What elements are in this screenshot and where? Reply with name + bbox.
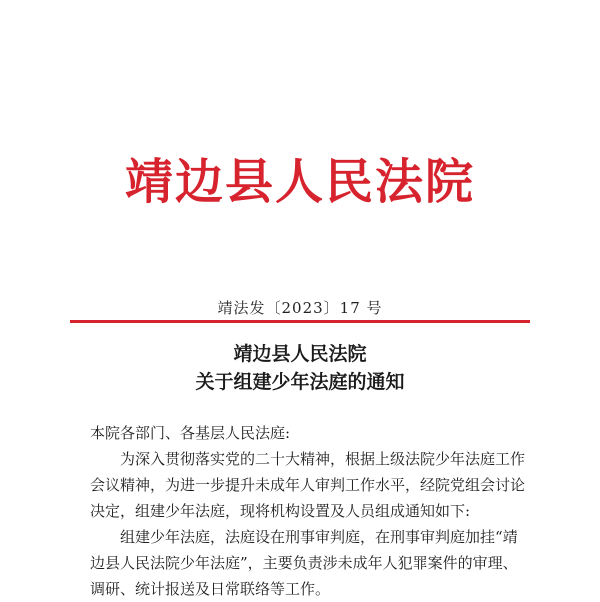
body-paragraph-1: 为深入贯彻落实党的二十大精神，根据上级法院少年法庭工作会议精神，为进一步提升未成年人审判工作水平，经院党组会讨论决定，组建少年法庭，现将机构设置及人员组成通知如下: — [90, 450, 526, 520]
body-paragraph-2: 组建少年法庭，法庭设在刑事审判庭，在刑事审判庭加挂“靖边县人民法院少年法庭”，主要负责涉未成年人犯罪案件的审理、调研、统计报送及日常联络等工作。 — [90, 528, 518, 598]
red-divider-line — [70, 320, 530, 323]
organization-header: 靖边县人民法院 — [124, 154, 475, 210]
notice-title-line-1: 靖边县人民法院 — [233, 343, 367, 365]
notice-title — [0, 340, 600, 396]
notice-title-line-2: 关于组建少年法庭的通知 — [195, 371, 405, 393]
document-number: 靖法发〔2023〕17 号 — [217, 299, 383, 317]
salutation: 本院各部门、各基层人民法庭: — [90, 424, 291, 442]
notice-body — [90, 420, 530, 602]
